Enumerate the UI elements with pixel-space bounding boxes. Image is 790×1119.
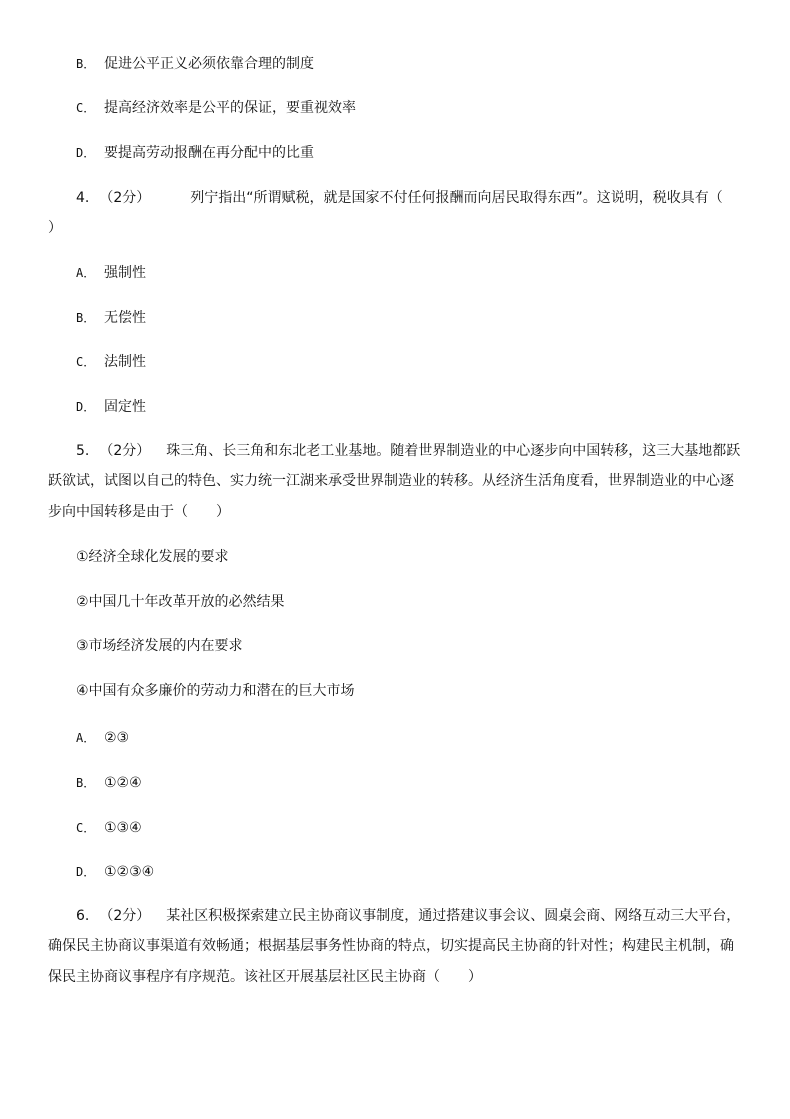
- question-stem: 跃欲试，试图以自己的特色、实力统一江湖来承受世界制造业的转移。从经济生活角度看，世界制造业的中心逐: [48, 473, 734, 489]
- q6-stem-line2: [48, 936, 734, 956]
- option-text: 提高经济效率是公平的保证，要重视效率: [104, 100, 356, 116]
- statement-text: ③市场经济发展的内在要求: [76, 638, 243, 654]
- option-letter: C．: [76, 355, 96, 369]
- q4-option-c[interactable]: [76, 352, 146, 372]
- statement-text: ②中国几十年改革开放的必然结果: [76, 594, 285, 610]
- q5-statement-3: [76, 636, 243, 656]
- q6-stem-line1: [76, 906, 740, 926]
- question-stem: 某社区积极探索建立民主协商议事制度，通过搭建议事会议、圆桌会商、网络互动三大平台，: [166, 908, 741, 924]
- option-text: ①③④: [104, 820, 142, 836]
- q4-stem-line1: [76, 188, 723, 208]
- q5-option-d[interactable]: [76, 862, 154, 882]
- q4-option-b[interactable]: [76, 308, 146, 328]
- question-number: 6.: [76, 908, 90, 924]
- q5-stem-line1: [76, 441, 740, 461]
- q5-option-c[interactable]: [76, 818, 142, 838]
- option-text: 要提高劳动报酬在再分配中的比重: [104, 145, 314, 161]
- question-number: 4.: [76, 190, 90, 206]
- q4-stem-line2: [48, 218, 62, 238]
- option-text: ①②③④: [104, 864, 155, 880]
- option-letter: C．: [76, 101, 96, 115]
- option-letter: A．: [76, 731, 96, 745]
- q5-statement-2: [76, 592, 285, 612]
- q4-option-a[interactable]: [76, 263, 146, 283]
- question-stem: 保民主协商议事程序有序规范。该社区开展基层社区民主协商（ ）: [48, 969, 482, 985]
- q5-option-b[interactable]: [76, 773, 142, 793]
- question-stem: ）: [48, 220, 62, 236]
- option-letter: D．: [76, 400, 96, 414]
- q5-stem-line2: [48, 471, 734, 491]
- question-stem: 步向中国转移是由于（ ）: [48, 504, 230, 520]
- option-letter: A．: [76, 266, 96, 280]
- question-score: （2分）: [99, 908, 151, 924]
- question-stem: 列宁指出“所谓赋税，就是国家不付任何报酬而向居民取得东西”。这说明，税收具有（: [190, 190, 723, 206]
- option-letter: D．: [76, 146, 96, 160]
- option-text: ①②④: [104, 775, 142, 791]
- question-number: 5.: [76, 443, 90, 459]
- option-text: 固定性: [104, 399, 146, 415]
- option-text: 无偿性: [104, 310, 146, 326]
- q3-option-b[interactable]: [76, 54, 314, 74]
- option-text: 强制性: [104, 265, 146, 281]
- statement-text: ④中国有众多廉价的劳动力和潜在的巨大市场: [76, 683, 355, 699]
- option-letter: B．: [76, 776, 96, 790]
- option-text: 法制性: [104, 354, 146, 370]
- q5-option-a[interactable]: [76, 728, 129, 748]
- q5-statement-1: [76, 547, 229, 567]
- option-text: ②③: [104, 730, 130, 746]
- option-text: 促进公平正义必须依靠合理的制度: [104, 56, 314, 72]
- option-letter: B．: [76, 57, 96, 71]
- option-letter: D．: [76, 865, 96, 879]
- question-stem: 珠三角、长三角和东北老工业基地。随着世界制造业的中心逐步向中国转移，这三大基地都跃: [166, 443, 741, 459]
- question-stem: 确保民主协商议事渠道有效畅通；根据基层事务性协商的特点，切实提高民主协商的针对性；构建民主机制，确: [48, 938, 734, 954]
- q6-stem-line3: [48, 967, 482, 987]
- option-letter: B．: [76, 311, 96, 325]
- statement-text: ①经济全球化发展的要求: [76, 549, 229, 565]
- question-score: （2分）: [99, 443, 151, 459]
- question-score: （2分）: [99, 190, 151, 206]
- q5-stem-line3: [48, 502, 230, 522]
- option-letter: C．: [76, 821, 96, 835]
- q5-statement-4: [76, 681, 355, 701]
- q3-option-d[interactable]: [76, 143, 314, 163]
- q3-option-c[interactable]: [76, 98, 356, 118]
- q4-option-d[interactable]: [76, 397, 146, 417]
